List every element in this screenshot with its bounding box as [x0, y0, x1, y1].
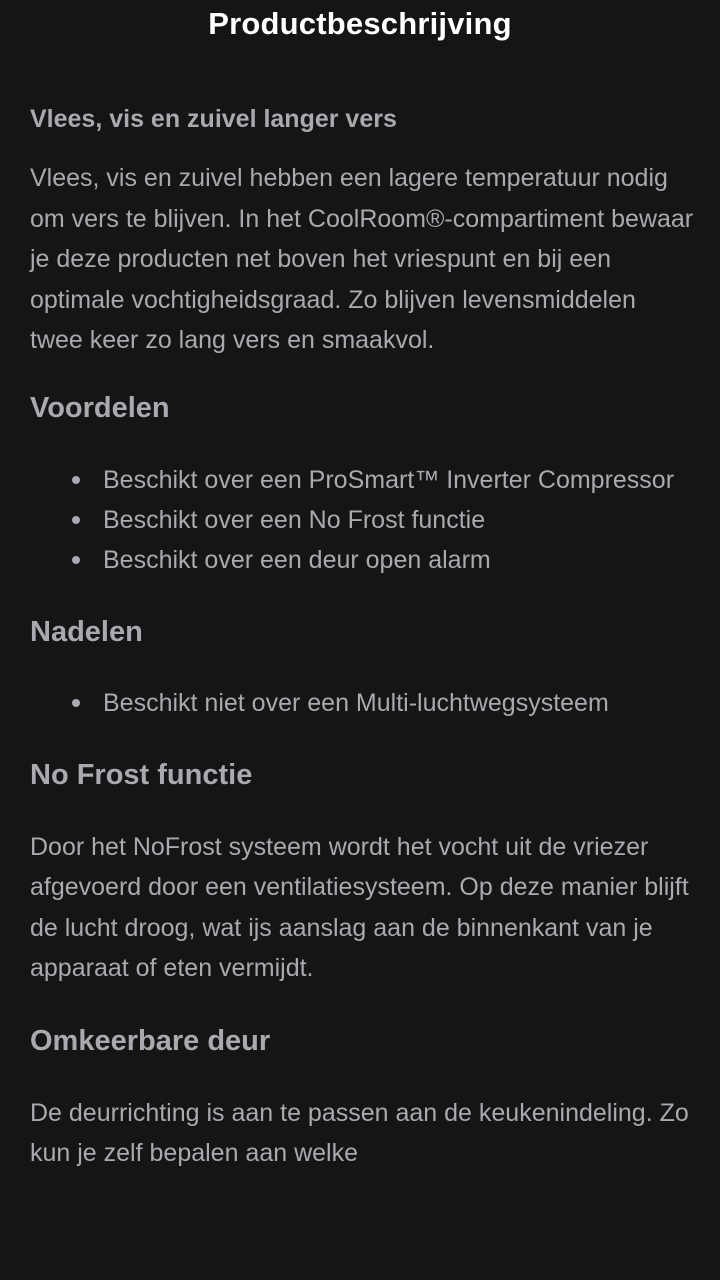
page-title: Productbeschrijving: [208, 6, 512, 41]
pros-list: [30, 460, 695, 581]
list-item-label: Beschikt niet over een Multi-luchtwegsysteem: [103, 689, 609, 718]
intro-subheading: Vlees, vis en zuivel langer vers: [30, 105, 397, 133]
bullet-icon: [72, 699, 80, 707]
pros-heading: Voordelen: [30, 391, 170, 424]
top-bar: [0, 0, 720, 50]
list-item-label: Beschikt over een ProSmart™ Inverter Compressor: [103, 465, 675, 494]
bullet-icon: [72, 476, 80, 484]
nofrost-paragraph: Door het NoFrost systeem wordt het vocht uit de vriezer afgevoerd door een ventilatiesysteem. Op deze manier blijft de lucht droog, wat ijs aanslag aan de binnenkant van je apparaat of eten vermijdt.: [30, 832, 689, 983]
cons-list: [30, 683, 695, 723]
intro-paragraph: Vlees, vis en zuivel hebben een lagere temperatuur nodig om vers te blijven. In het CoolRoom®-compartiment bewaar je deze producten net boven het vriespunt en bij een optimale vochtigheidsgraad. Zo blijven levensmiddelen twee keer zo lang vers en smaakvol.: [30, 164, 694, 354]
product-description: [30, 98, 695, 1174]
door-heading: Omkeerbare deur: [30, 1024, 271, 1057]
list-item-label: Beschikt over een deur open alarm: [103, 546, 491, 575]
bullet-icon: [72, 556, 80, 564]
door-paragraph: De deurrichting is aan te passen aan de keukenindeling. Zo kun je zelf bepalen aan welke: [30, 1098, 689, 1168]
cons-heading: Nadelen: [30, 616, 143, 649]
nofrost-heading: No Frost functie: [30, 758, 253, 791]
list-item: [103, 460, 695, 500]
list-item-label: Beschikt over een No Frost functie: [103, 505, 486, 534]
list-item: [103, 540, 695, 580]
list-item: [103, 683, 695, 723]
list-item: [103, 500, 695, 540]
bullet-icon: [72, 516, 80, 524]
